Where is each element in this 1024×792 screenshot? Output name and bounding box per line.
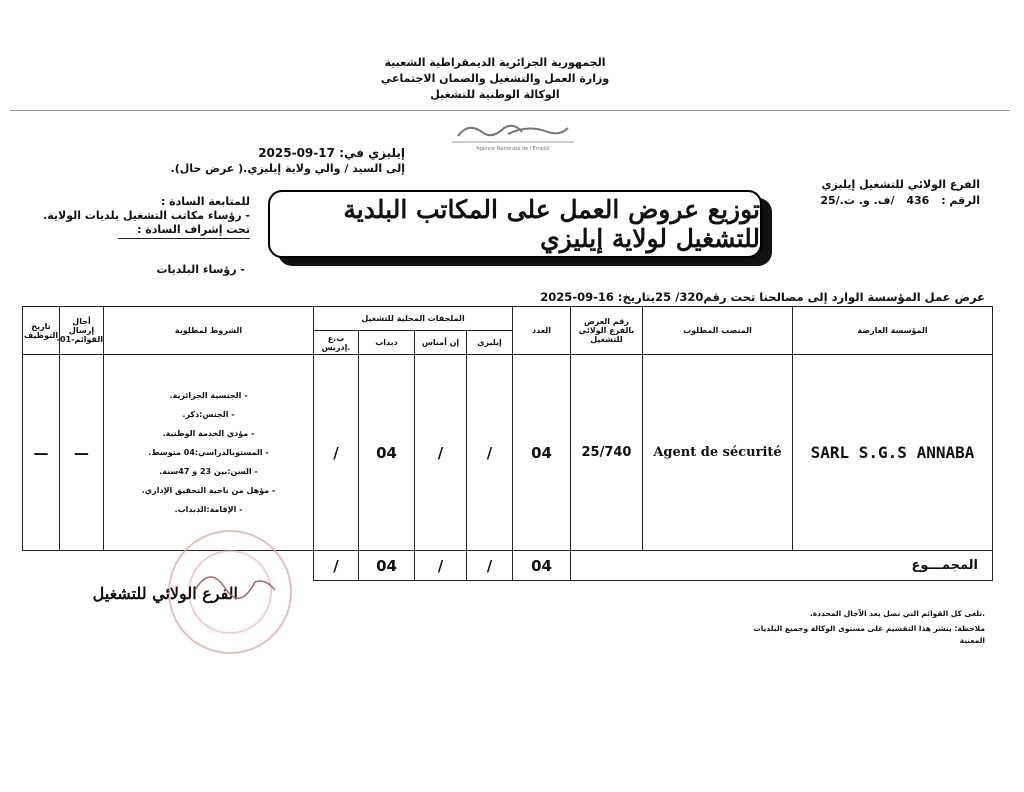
annex-illizi-cell: / xyxy=(467,355,513,551)
count-cell: 04 xyxy=(513,355,571,551)
col-company: المؤسسة العارضة xyxy=(793,307,993,355)
total-empty xyxy=(23,551,60,581)
hire-date-cell: — xyxy=(23,355,60,551)
header-republic: الجمهورية الجزائرية الديمقراطية الشعبية xyxy=(384,56,606,69)
logo-caption: Agence Nationale de l'Emploi xyxy=(476,146,550,152)
agency-logo xyxy=(448,118,578,152)
condition-item: - المستوىالدراسي:04 متوسط. xyxy=(104,443,313,462)
number-suffix: /ف. و. ت./25 xyxy=(820,194,895,207)
company-cell: SARL S.G.S ANNABA xyxy=(793,355,993,551)
col-annex-bordj: ب.ع .إدريس xyxy=(314,331,359,355)
note-1: .تلغى كل القوائم التي تصل بعد الآجال المحددة. xyxy=(809,609,985,618)
position-cell: Agent de sécurité xyxy=(643,355,793,551)
total-illizi: / xyxy=(467,551,513,581)
col-offer-number: رقم العرض بالفرع الولائي للتشغيل xyxy=(571,307,643,355)
page-title: توزيع عروض العمل على المكاتب البلدية للتشغيل لولاية إيليزي xyxy=(268,190,762,258)
recipient-line: إلى السيد / والي ولاية إيليزي.( عرض حال). xyxy=(170,162,405,175)
deadline-cell: — xyxy=(60,355,104,551)
header-agency: الوكالة الوطنية للتشغيل xyxy=(430,88,560,101)
branch-name: الفرع الولائي للتشغيل إيليزي xyxy=(821,178,980,191)
total-bordj: / xyxy=(314,551,359,581)
condition-item: - السن:بين 23 و 47سنة. xyxy=(104,462,313,481)
note-2: ملاحظة: ينشر هذا التقسيم على مستوى الوكالة وجميع البلديات xyxy=(753,624,985,633)
col-position: المنصب المطلوب xyxy=(643,307,793,355)
signature-branch: الفرع الولائي للتشغيل xyxy=(92,584,238,603)
table-header-row xyxy=(23,307,993,331)
title-banner xyxy=(268,190,776,262)
condition-item: - الجنس:ذكر. xyxy=(104,405,313,424)
col-annex-inamenas: إن أمناس xyxy=(415,331,467,355)
note-3: المعنية xyxy=(959,636,985,645)
conditions-cell xyxy=(104,355,314,551)
table-row xyxy=(23,355,993,551)
total-label: المجمـــوع xyxy=(571,551,993,581)
total-inamenas: / xyxy=(415,551,467,581)
total-row xyxy=(23,551,993,581)
signature-scribble-icon xyxy=(190,560,280,610)
follow-up-label: للمتابعة السادة : xyxy=(160,195,250,208)
offer-number-cell: 25/740 xyxy=(571,355,643,551)
annex-inamenas-cell: / xyxy=(415,355,467,551)
annex-debdeb-cell: 04 xyxy=(359,355,415,551)
anem-logo-icon xyxy=(448,118,578,148)
annex-bordj-cell: / xyxy=(314,355,359,551)
number-value: 436 xyxy=(906,194,930,207)
condition-item: - مؤدي الخدمة الوطنية. xyxy=(104,424,313,443)
col-annexes: الملحقات المحلية للتشغيل xyxy=(314,307,513,331)
offer-intro: عرض عمل المؤسسة الوارد إلى مصالحنا تحت رقم320/ 25بتاريخ: 16-09-2025 xyxy=(540,290,985,304)
condition-item: - الجنسية الجزائرية. xyxy=(104,386,313,405)
col-conditions: الشروط لمطلوبة xyxy=(104,307,314,355)
col-count: العدد xyxy=(513,307,571,355)
total-empty xyxy=(60,551,104,581)
header-ministry: وزارة العمل والتشغيل والضمان الاجتماعي xyxy=(380,72,610,85)
condition-item: - مؤهل من ناحية التحقيق الإداري. xyxy=(104,481,313,500)
follow-up-item: - رؤساء مكاتب التشغيل بلديات الولاية. xyxy=(43,209,250,222)
offers-table xyxy=(22,306,993,581)
reference-number xyxy=(790,194,980,207)
condition-item: - الإقامة:الدبداب. xyxy=(104,500,313,519)
col-annex-illizi: إيليزي xyxy=(467,331,513,355)
total-debdeb: 04 xyxy=(359,551,415,581)
col-annex-debdeb: دبداب xyxy=(359,331,415,355)
number-label: الرقم : xyxy=(941,194,980,207)
col-hire-date: تاريخ التوظيف xyxy=(23,307,60,355)
col-deadline: أجال إرسال القوائم-01- xyxy=(60,307,104,355)
total-count: 04 xyxy=(513,551,571,581)
document-date: إيليزي في: 17-09-2025 xyxy=(258,146,405,160)
supervision-label: تحت إشراف السادة : xyxy=(137,223,250,236)
supervision-item: - رؤساء البلديات xyxy=(156,263,245,276)
